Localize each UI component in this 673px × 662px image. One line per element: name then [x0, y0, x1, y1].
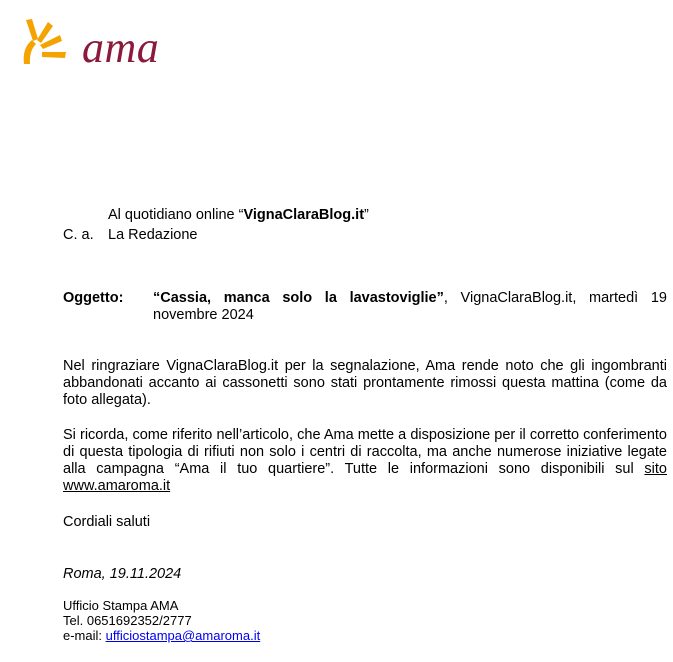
ama-logo	[20, 18, 170, 70]
body-paragraph-1: Nel ringraziare VignaClaraBlog.it per la segnalazione, Ama rende noto che gli ingombranti abbandonati accanto ai cassonetti sono stati prontamente rimossi questa mattina (come da foto allegata).	[63, 358, 667, 408]
subject-label: Oggetto:	[63, 290, 124, 306]
telephone: Tel. 0651692352/2777	[63, 613, 192, 628]
email-link[interactable]: ufficiostampa@amaroma.it	[105, 628, 261, 643]
recipient-blog-name: VignaClaraBlog.it	[243, 207, 365, 223]
closing: Cordiali saluti	[63, 514, 151, 530]
place-date: Roma, 19.11.2024	[63, 566, 182, 582]
recipient-line-1: Al quotidiano online “VignaClaraBlog.it”	[108, 207, 369, 223]
contact-footer	[63, 598, 260, 643]
website-link[interactable]: sito www.amaroma.it	[63, 461, 667, 494]
body-paragraph-2: Si ricorda, come riferito nell’articolo, che Ama mette a disposizione per il corretto conferimento di questa tipologia di rifiuti non solo i centri di raccolta, ma anche numerose iniziative legate alla campagna “Ama il tuo quartiere”. Tutte le informazioni sono disponibili sul sito www.amaroma.it	[63, 427, 667, 494]
subject-title: “Cassia, manca solo la lavastoviglie”	[153, 290, 444, 306]
sun-hand-icon	[20, 18, 80, 68]
recipient-line-2: La Redazione	[108, 227, 198, 243]
email-line: e-mail: ufficiostampa@amaroma.it	[63, 628, 261, 643]
subject-text: “Cassia, manca solo la lavastoviglie”, VignaClaraBlog.it, martedì 19 novembre 2024	[153, 290, 667, 323]
recipient-ca: C. a.	[63, 227, 94, 243]
ama-wordmark: ama	[82, 23, 160, 72]
office-name: Ufficio Stampa AMA	[63, 598, 179, 613]
